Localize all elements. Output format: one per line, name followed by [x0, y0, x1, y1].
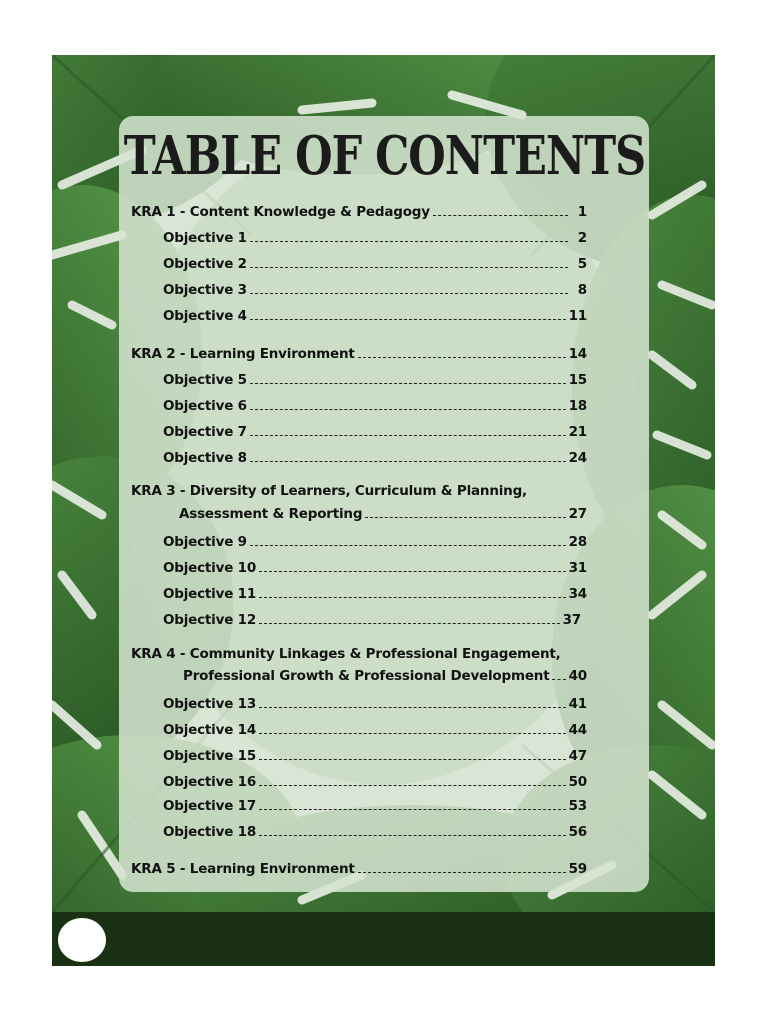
toc-label: Objective 12	[163, 612, 257, 628]
dot-leader	[259, 707, 566, 708]
toc-page-number: 15	[568, 372, 587, 388]
toc-objective-3[interactable]	[163, 278, 587, 298]
page-title: TABLE OF CONTENTS	[123, 125, 646, 188]
toc-label: Objective 15	[163, 748, 257, 764]
dot-leader	[259, 809, 566, 810]
toc-objective-4[interactable]	[163, 304, 587, 324]
toc-page-number: 21	[568, 424, 587, 440]
toc-kra-3[interactable]	[179, 502, 587, 522]
toc-page-number: 8	[577, 282, 587, 298]
toc-objective-18[interactable]	[163, 820, 587, 840]
toc-kra-3-line1: KRA 3 - Diversity of Learners, Curriculum & Planning,	[131, 483, 527, 499]
toc-kra-1[interactable]	[131, 200, 587, 220]
toc-page-number: 11	[568, 308, 587, 324]
toc-page-number: 2	[577, 230, 587, 246]
toc-label: Objective 9	[163, 534, 247, 550]
toc-label: KRA 2 - Learning Environment	[131, 346, 355, 362]
dot-leader	[250, 435, 566, 436]
dot-leader	[259, 835, 566, 836]
dot-leader	[552, 679, 565, 680]
toc-objective-8[interactable]	[163, 446, 587, 466]
toc-kra-4-line1: KRA 4 - Community Linkages & Professional Engagement,	[131, 646, 561, 662]
dot-leader	[259, 759, 566, 760]
toc-label: Objective 13	[163, 696, 257, 712]
toc-label: Objective 1	[163, 230, 247, 246]
toc-page-number: 27	[568, 506, 587, 522]
page-background	[52, 55, 715, 966]
dot-leader	[433, 215, 568, 216]
toc-page-number: 1	[577, 204, 587, 220]
toc-label: Objective 10	[163, 560, 257, 576]
toc-label: Objective 16	[163, 774, 257, 790]
toc-objective-14[interactable]	[163, 718, 587, 738]
dot-leader	[250, 293, 568, 294]
toc-list	[52, 55, 715, 912]
toc-objective-10[interactable]	[163, 556, 587, 576]
dot-leader	[250, 461, 566, 462]
dot-leader	[250, 319, 566, 320]
toc-page-number: 59	[568, 861, 587, 877]
toc-objective-5[interactable]	[163, 368, 587, 388]
toc-label: Objective 5	[163, 372, 247, 388]
footer-bar	[52, 912, 715, 966]
toc-page-number: 34	[568, 586, 587, 602]
dot-leader	[250, 409, 566, 410]
toc-page-number: 5	[577, 256, 587, 272]
toc-objective-2[interactable]	[163, 252, 587, 272]
toc-objective-16[interactable]	[163, 770, 587, 790]
toc-label: Objective 2	[163, 256, 247, 272]
toc-label: Objective 17	[163, 798, 257, 814]
toc-page-number: 31	[568, 560, 587, 576]
toc-page-number: 41	[568, 696, 587, 712]
toc-page-number: 24	[568, 450, 587, 466]
toc-page-number: 50	[568, 774, 587, 790]
toc-page-number: 37	[562, 612, 581, 628]
toc-label: Objective 6	[163, 398, 247, 414]
toc-label: Professional Growth & Professional Development	[183, 668, 550, 684]
toc-label: Objective 14	[163, 722, 257, 738]
toc-page-number: 28	[568, 534, 587, 550]
toc-page-number: 56	[568, 824, 587, 840]
toc-page-number: 18	[568, 398, 587, 414]
footer-circle	[58, 918, 106, 962]
toc-objective-12[interactable]	[163, 608, 581, 628]
toc-objective-17[interactable]	[163, 794, 587, 814]
dot-leader	[250, 241, 568, 242]
dot-leader	[259, 785, 566, 786]
toc-kra-5[interactable]	[131, 857, 587, 877]
dot-leader	[250, 383, 566, 384]
toc-page-number: 47	[568, 748, 587, 764]
toc-page-number: 44	[568, 722, 587, 738]
toc-kra-2[interactable]	[131, 342, 587, 362]
dot-leader	[250, 267, 568, 268]
toc-objective-11[interactable]	[163, 582, 587, 602]
dot-leader	[259, 623, 560, 624]
toc-page-number: 14	[568, 346, 587, 362]
dot-leader	[259, 733, 566, 734]
toc-kra-4[interactable]	[183, 664, 587, 684]
dot-leader	[259, 571, 566, 572]
toc-objective-15[interactable]	[163, 744, 587, 764]
toc-page-number: 40	[568, 668, 587, 684]
toc-label: Objective 8	[163, 450, 247, 466]
toc-label: Assessment & Reporting	[179, 506, 363, 522]
toc-objective-6[interactable]	[163, 394, 587, 414]
toc-page-number: 53	[568, 798, 587, 814]
toc-label: KRA 1 - Content Knowledge & Pedagogy	[131, 204, 430, 220]
toc-objective-9[interactable]	[163, 530, 587, 550]
toc-label: Objective 4	[163, 308, 247, 324]
toc-objective-13[interactable]	[163, 692, 587, 712]
dot-leader	[358, 357, 566, 358]
toc-objective-1[interactable]	[163, 226, 587, 246]
toc-label: Objective 11	[163, 586, 257, 602]
toc-label: Objective 7	[163, 424, 247, 440]
toc-label: Objective 3	[163, 282, 247, 298]
dot-leader	[250, 545, 566, 546]
toc-objective-7[interactable]	[163, 420, 587, 440]
dot-leader	[259, 597, 566, 598]
toc-label: KRA 5 - Learning Environment	[131, 861, 355, 877]
dot-leader	[365, 517, 565, 518]
dot-leader	[358, 872, 566, 873]
toc-label: Objective 18	[163, 824, 257, 840]
